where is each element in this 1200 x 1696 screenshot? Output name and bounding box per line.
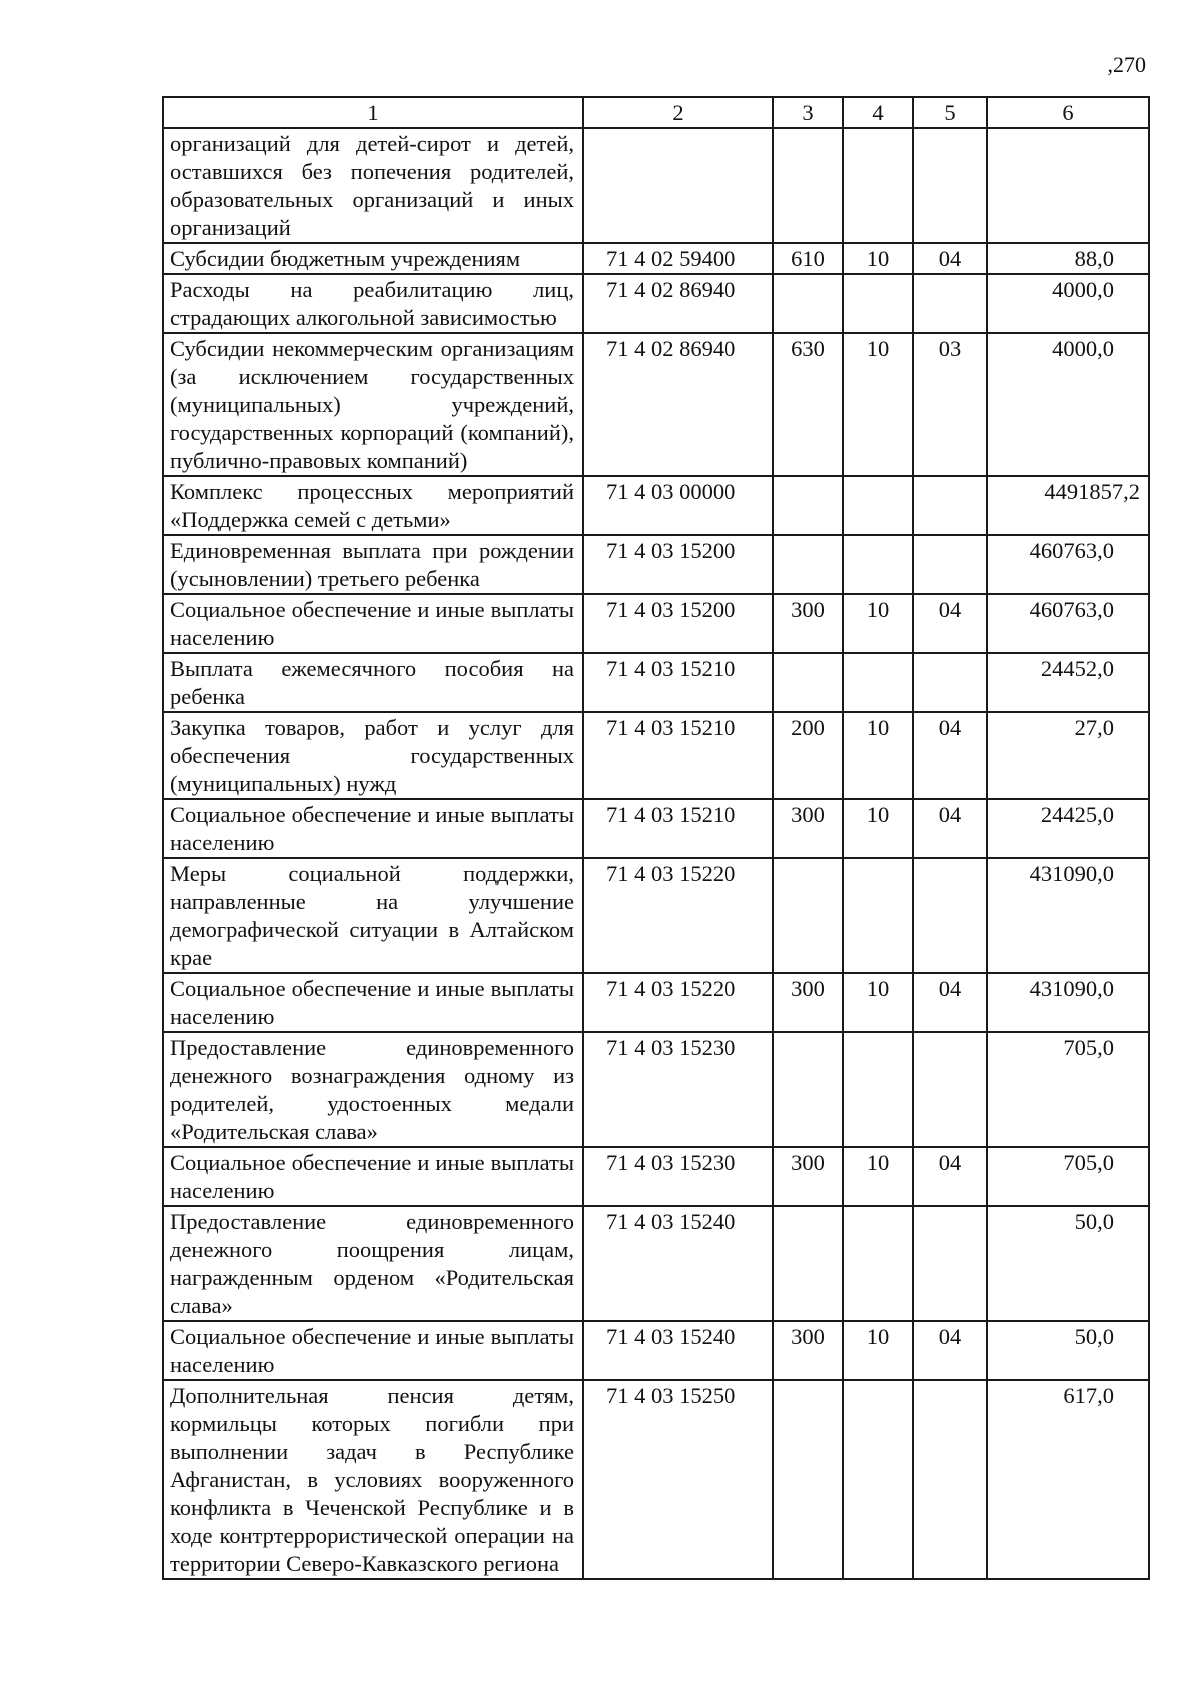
row-col3 [773,1206,843,1321]
row-code: 71 4 03 15250 [583,1380,773,1579]
page-number: ,270 [1107,52,1146,77]
table-header [163,97,1149,128]
table-body [163,128,1149,1579]
row-name: Меры социальной поддержки, направленные на улучшение демографической ситуации в Алтайском крае [163,858,583,973]
column-header-3: 3 [773,97,843,128]
row-name: Единовременная выплата при рождении (усыновлении) третьего ребенка [163,535,583,594]
row-amount: 4491857,2 [987,476,1149,535]
row-col5: 04 [913,1147,987,1206]
row-col4 [843,535,913,594]
row-amount: 431090,0 [987,973,1149,1032]
row-col4: 10 [843,243,913,274]
row-code: 71 4 03 15220 [583,858,773,973]
row-name: Выплата ежемесячного пособия на ребенка [163,653,583,712]
row-col5: 04 [913,799,987,858]
table-row [163,1147,1149,1206]
row-col4: 10 [843,1147,913,1206]
row-amount: 24425,0 [987,799,1149,858]
row-col5 [913,1380,987,1579]
table-row [163,476,1149,535]
row-name: Социальное обеспечение и иные выплаты населению [163,1147,583,1206]
row-amount: 460763,0 [987,594,1149,653]
row-col3: 300 [773,973,843,1032]
row-amount: 50,0 [987,1206,1149,1321]
row-name: организаций для детей-сирот и детей, оставшихся без попечения родителей, образовательных организаций и иных организаций [163,128,583,243]
column-header-5: 5 [913,97,987,128]
row-name: Предоставление единовременного денежного поощрения лицам, награжденным орденом «Родительская слава» [163,1206,583,1321]
row-col5: 04 [913,712,987,799]
row-amount: 27,0 [987,712,1149,799]
row-name: Социальное обеспечение и иные выплаты населению [163,594,583,653]
table-row [163,799,1149,858]
row-col5 [913,1032,987,1147]
row-col3: 300 [773,594,843,653]
column-header-4: 4 [843,97,913,128]
table-row [163,128,1149,243]
column-header-6: 6 [987,97,1149,128]
row-col4 [843,653,913,712]
row-col5: 04 [913,243,987,274]
row-code: 71 4 03 15240 [583,1206,773,1321]
row-col4: 10 [843,973,913,1032]
row-col3: 300 [773,799,843,858]
row-col3 [773,476,843,535]
row-amount: 4000,0 [987,274,1149,333]
row-name: Субсидии бюджетным учреждениям [163,243,583,274]
table-row [163,1206,1149,1321]
row-col4: 10 [843,594,913,653]
row-col4: 10 [843,712,913,799]
row-code: 71 4 03 15210 [583,799,773,858]
column-header-2: 2 [583,97,773,128]
row-col5 [913,653,987,712]
row-col3: 300 [773,1147,843,1206]
table-row [163,1321,1149,1380]
row-name: Комплекс процессных мероприятий «Поддержка семей с детьми» [163,476,583,535]
row-col5 [913,1206,987,1321]
row-name: Дополнительная пенсия детям, кормильцы которых погибли при выполнении задач в Республике Афганистан, в условиях вооруженного конфликта в Чеченской Республике и в ходе контртеррористической операции на территории Северо-Кавказского региона [163,1380,583,1579]
row-amount: 88,0 [987,243,1149,274]
row-col3 [773,1380,843,1579]
table-row [163,243,1149,274]
table-row [163,973,1149,1032]
row-name: Субсидии некоммерческим организациям (за исключением государственных (муниципальных) учреждений, государственных корпораций (компаний), публично-правовых компаний) [163,333,583,476]
row-code: 71 4 03 15200 [583,535,773,594]
table-row [163,1380,1149,1579]
row-amount: 50,0 [987,1321,1149,1380]
row-col5 [913,535,987,594]
row-col4 [843,1380,913,1579]
row-amount: 617,0 [987,1380,1149,1579]
row-amount [987,128,1149,243]
row-code: 71 4 03 15220 [583,973,773,1032]
row-col4 [843,1206,913,1321]
row-name: Социальное обеспечение и иные выплаты населению [163,1321,583,1380]
row-col3: 630 [773,333,843,476]
row-col3 [773,128,843,243]
row-col5: 04 [913,1321,987,1380]
row-amount: 4000,0 [987,333,1149,476]
row-col3: 610 [773,243,843,274]
table-row [163,858,1149,973]
row-amount: 705,0 [987,1147,1149,1206]
row-name: Предоставление единовременного денежного вознаграждения одному из родителей, удостоенных медали «Родительская слава» [163,1032,583,1147]
row-col4: 10 [843,799,913,858]
row-code: 71 4 03 00000 [583,476,773,535]
row-col5 [913,128,987,243]
table-row [163,333,1149,476]
row-amount: 460763,0 [987,535,1149,594]
row-col5: 04 [913,973,987,1032]
table-row [163,274,1149,333]
table-row [163,535,1149,594]
row-amount: 705,0 [987,1032,1149,1147]
row-col5: 03 [913,333,987,476]
row-col4 [843,1032,913,1147]
row-code: 71 4 03 15210 [583,653,773,712]
row-code: 71 4 03 15240 [583,1321,773,1380]
row-col4 [843,274,913,333]
row-code: 71 4 02 59400 [583,243,773,274]
row-name: Социальное обеспечение и иные выплаты населению [163,799,583,858]
row-col4 [843,858,913,973]
row-col3: 200 [773,712,843,799]
row-col4 [843,476,913,535]
table-row [163,594,1149,653]
table-row [163,1032,1149,1147]
row-code [583,128,773,243]
budget-table [162,96,1150,1580]
row-col3: 300 [773,1321,843,1380]
row-code: 71 4 03 15230 [583,1147,773,1206]
row-name: Расходы на реабилитацию лиц, страдающих алкогольной зависимостью [163,274,583,333]
table-row [163,712,1149,799]
row-code: 71 4 03 15230 [583,1032,773,1147]
row-col3 [773,1032,843,1147]
row-name: Социальное обеспечение и иные выплаты населению [163,973,583,1032]
row-col5 [913,476,987,535]
row-col3 [773,653,843,712]
row-col5 [913,274,987,333]
row-col4 [843,128,913,243]
row-code: 71 4 02 86940 [583,274,773,333]
row-code: 71 4 02 86940 [583,333,773,476]
row-amount: 431090,0 [987,858,1149,973]
row-name: Закупка товаров, работ и услуг для обеспечения государственных (муниципальных) нужд [163,712,583,799]
row-col5 [913,858,987,973]
row-code: 71 4 03 15210 [583,712,773,799]
row-code: 71 4 03 15200 [583,594,773,653]
table-row [163,653,1149,712]
row-amount: 24452,0 [987,653,1149,712]
row-col4: 10 [843,333,913,476]
column-header-1: 1 [163,97,583,128]
header-row [163,97,1149,128]
row-col3 [773,274,843,333]
row-col5: 04 [913,594,987,653]
row-col4: 10 [843,1321,913,1380]
row-col3 [773,858,843,973]
row-col3 [773,535,843,594]
